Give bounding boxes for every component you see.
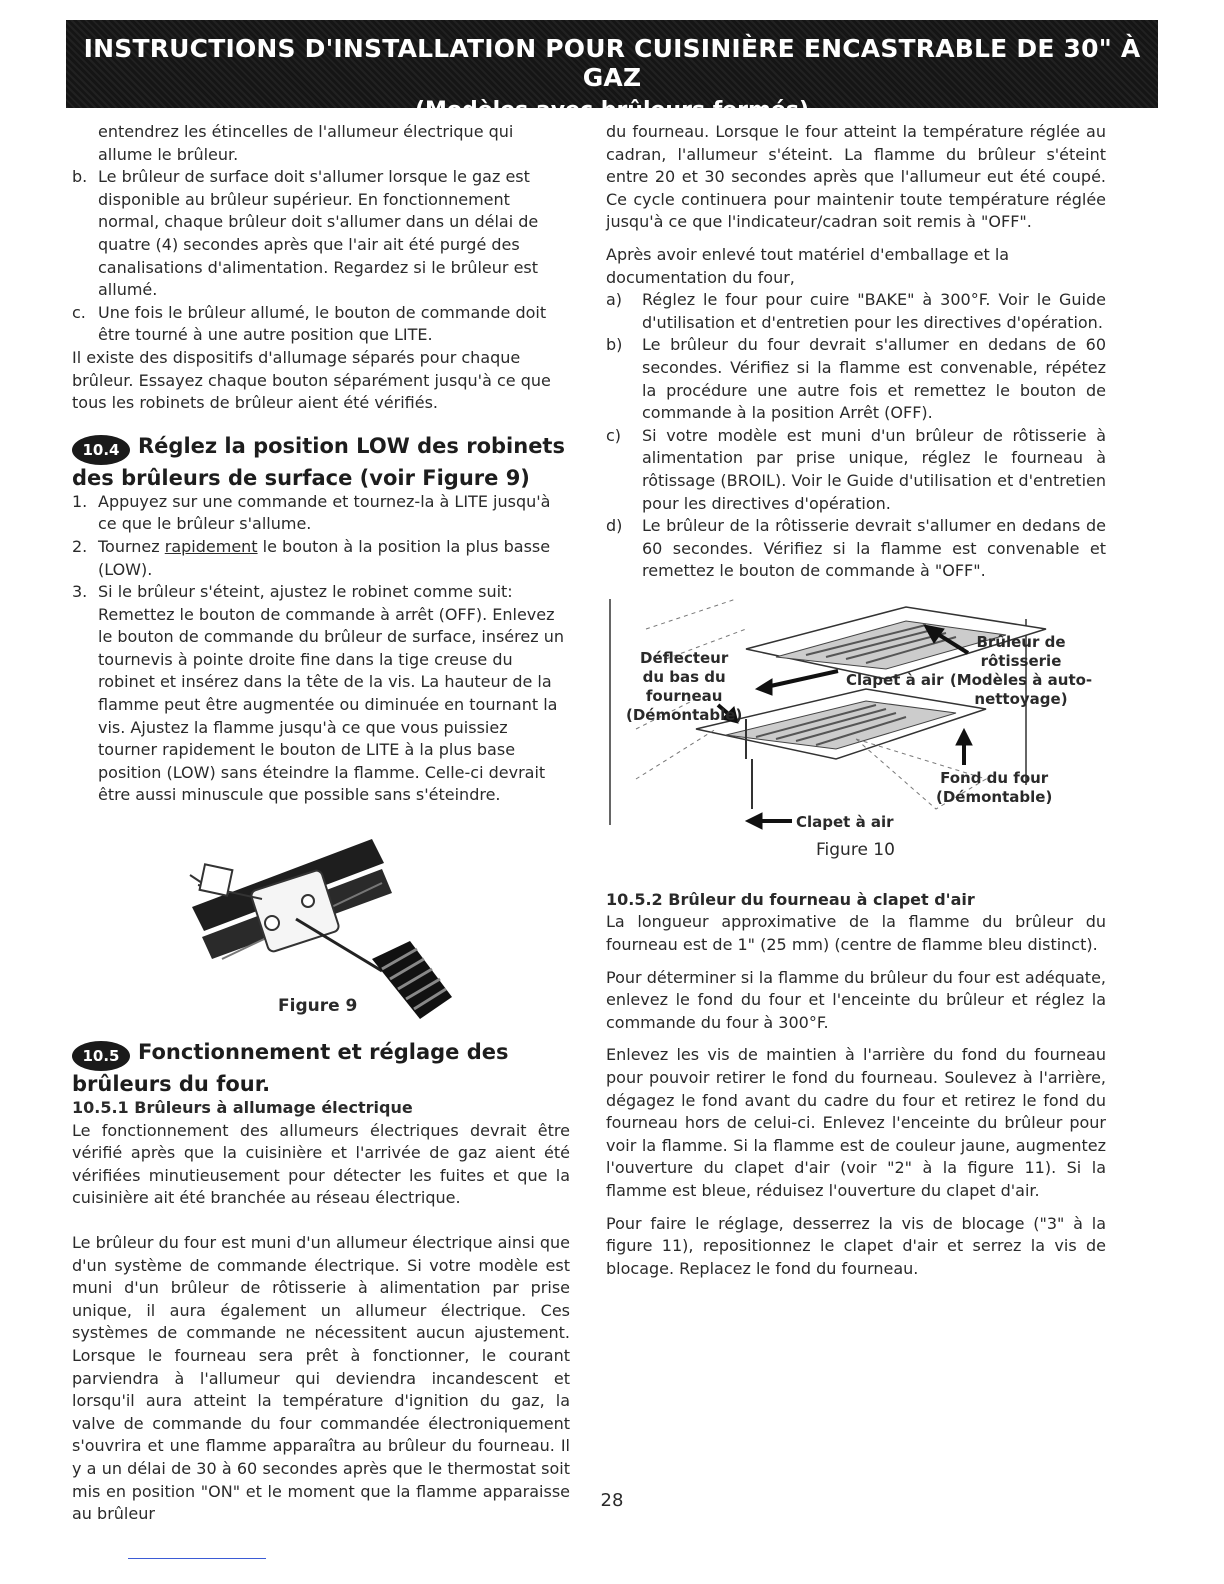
paragraph-oven-cycle: du fourneau. Lorsque le four atteint la température réglée au cadran, l'allumeur s'éteint. La flamme du brûleur s'éteint entre 20 et 30 secondes après que l'allumeur eut été coupé. Ce cycle continuera pour maintenir toute température réglée jusqu'à ce que l'indicateur/cadran soit remis à "OFF". (606, 122, 1106, 232)
figure-10 (606, 589, 1106, 889)
paragraph-separate-igniters: Il existe des dispositifs d'allumage séparés pour chaque brûleur. Essayez chaque bouton séparément jusqu'à ce que tous les robinets de brûleur aient été vérifiés. (72, 347, 551, 413)
step-3: 3. Si le brûleur s'éteint, ajustez le robinet comme suit: Remettez le bouton de commande à arrêt (OFF). Enlevez le bouton de commande du brûleur de surface, insérez un tournevis à pointe droite fine dans la tige creuse du robinet et insérez dans la tête de la vis. La hauteur de la flamme peut être augmentée ou diminuée en tournant la vis. Ajustez la flamme jusqu'à ce que vous puissiez tourner rapidement le bouton de LITE à la plus base position (LOW) sans éteindre la flamme. Celle-ci devrait être aussi minuscule que possible sans s'éteindre. (72, 582, 564, 805)
burner-valve-icon (190, 839, 392, 959)
figure-9 (72, 819, 570, 1029)
page-subtitle: (Modèles avec brûleurs fermés) (414, 98, 810, 123)
list-marker: b. (72, 167, 88, 187)
list-marker: c. (72, 302, 86, 322)
label-deflector: Déflecteur du bas du fourneau (Démontable) (626, 648, 743, 724)
paragraph-after-packing: Après avoir enlevé tout matériel d'emballage et la documentation du four, (606, 244, 1010, 287)
figure-10-caption: Figure 10 (816, 839, 895, 860)
paragraph-10-5-2-a: La longueur approximative de la flamme du brûleur du fourneau est de 1" (25 mm) (centre de flamme bleu distinct). (606, 912, 1106, 955)
step-2: 2. Tournez rapidement le bouton à la position la plus basse (LOW). (72, 536, 551, 579)
paragraph-10-5-1-b: Le brûleur du four est muni d'un allumeur électrique ainsi que d'un système de commande électrique. Si votre modèle est muni d'un brûleur de rôtisserie à alimentation par prise unique, il aura également un allumeur électrique. Ces systèmes de commande ne nécessitent aucun ajustement. Lorsque le fourneau sera prêt à fonctionner, le courant parviendra à l'allumeur qui deviendra incandescent et lorsqu'il aura atteint la température d'ignition du gaz, la valve de commande du four commandée électroniquement s'ouvrira et une flamme apparaîtra au brûleur du fourneau. Il y a un délai de 30 à 60 secondes après que le thermostat soit mis en position "ON" et le moment que la flamme apparaisse au brûleur (72, 1233, 570, 1524)
step-1: 1. Appuyez sur une commande et tournez-la à LITE jusqu'à ce que le brûleur s'allume. (72, 491, 551, 534)
underlined-word: rapidement (164, 536, 258, 556)
list-item-c: c. Une fois le brûleur allumé, le bouton de commande doit être tourné à une autre position que LITE. (72, 302, 547, 345)
right-column (606, 121, 1106, 1280)
section-10-5-heading: 10.5 Fonctionnement et réglage des brûleurs du four. (72, 1040, 509, 1097)
page-header-banner (66, 20, 1158, 123)
figure-9-caption: Figure 9 (278, 996, 358, 1017)
subsection-10-5-2-heading: 10.5.2 Brûleur du fourneau à clapet d'air (606, 889, 975, 909)
page-number: 28 (600, 1490, 624, 1511)
list-item-d: d) Le brûleur de la rôtisserie devrait s'allumer en dedans de 60 secondes. Vérifiez si la flamme est convenable et remettez le bouton de commande à "OFF". (606, 516, 1106, 581)
list-item-b: b. Le brûleur de surface doit s'allumer lorsque le gaz est disponible au brûleur supérieur. En fonctionnement normal, chaque brûleur doit s'allumer dans un délai de quatre (4) secondes après que l'air ait été purgé des canalisations d'alimentation. Regardez si le brûleur est allumé. (72, 167, 539, 300)
paragraph-10-5-2-d: Pour faire le réglage, desserrez la vis de blocage ("3" à la figure 11), repositionnez le clapet d'air et serrez la vis de blocage. Replacez le fond du fourneau. (606, 1213, 1106, 1278)
list-item-c: c) Si votre modèle est muni d'un brûleur de rôtisserie à alimentation par prise unique, réglez le fourneau à rôtissage (BROIL). Voir le Guide d'utilisation et d'entretien pour les directives d'opération. (606, 425, 1106, 513)
page-title: INSTRUCTIONS D'INSTALLATION POUR CUISINIÈRE ENCASTRABLE DE 30" À GAZ (83, 34, 1141, 92)
footer-rule (128, 1558, 266, 1559)
left-column (72, 121, 570, 1526)
list-item-a-continued: entendrez les étincelles de l'allumeur électrique qui allume le brûleur. (98, 122, 514, 164)
list-item-b: b) Le brûleur du four devrait s'allumer en dedans de 60 secondes. Vérifiez si la flamme est convenable, répétez la procédure une autre fois et remettez le bouton de commande à la position Arrêt (OFF). (606, 335, 1106, 423)
section-badge: 10.4 (72, 435, 130, 465)
section-10-4-heading: 10.4 Réglez la position LOW des robinets des brûleurs de surface (voir Figure 9) (72, 433, 565, 490)
label-oven-bottom: Fond du four (Démontable) (936, 768, 1053, 806)
label-air-shutter-bottom: Clapet à air (796, 812, 894, 831)
paragraph-10-5-2-b: Pour déterminer si la flamme du brûleur du four est adéquate, enlevez le fond du four et l'enceinte du brûleur et réglez la commande du four à 300°F. (606, 967, 1106, 1032)
section-badge: 10.5 (72, 1041, 130, 1071)
paragraph-10-5-2-c: Enlevez les vis de maintien à l'arrière du fond du fourneau pour pouvoir retirer le fond du fourneau. Soulevez à l'arrière, dégagez le fond avant du cadre du four et retirez le fond du fourneau hors de celui-ci. Enlevez l'enceinte du brûleur pour voir la flamme. Si la flamme est de couleur jaune, augmentez l'ouverture du clapet d'air (voir "2" à la figure 11). Si la flamme est bleue, réduisez l'ouverture du clapet d'air. (606, 1045, 1106, 1200)
list-item-a: a) Réglez le four pour cuire "BAKE" à 300°F. Voir le Guide d'utilisation et d'entretien pour les directives d'opération. (606, 290, 1106, 332)
subsection-10-5-1-heading: 10.5.1 Brûleurs à allumage électrique (72, 1098, 413, 1118)
paragraph-10-5-1-a: Le fonctionnement des allumeurs électriques devrait être vérifié après que la cuisinière et l'arrivée de gaz aient été vérifiées minutieusement pour détecter les fuites et que la cuisinière ait été branchée au réseau électrique. (72, 1120, 570, 1208)
label-air-shutter-top: Clapet à air (846, 670, 944, 689)
label-rotisserie-burner: Brûleur de rôtisserie (Modèles à auto- nettoyage) (949, 632, 1093, 708)
